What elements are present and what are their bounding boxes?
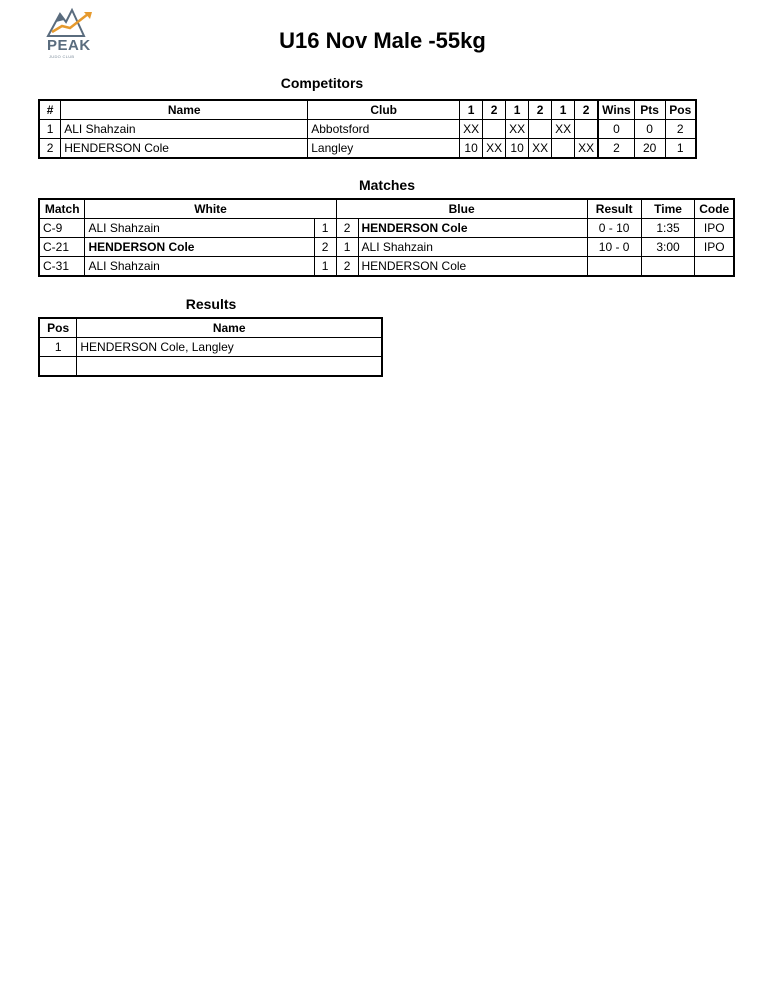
score-cell	[483, 120, 506, 139]
match-id: C-9	[39, 219, 85, 238]
score-cell: 10	[460, 139, 483, 159]
blue-player: HENDERSON Cole	[358, 219, 587, 238]
match-time: 1:35	[641, 219, 695, 238]
col-pos-header: Pos	[39, 318, 77, 338]
match-time: 3:00	[641, 238, 695, 257]
white-player-num: 2	[314, 238, 336, 257]
col-score-header: 2	[575, 100, 599, 120]
result-pos: 1	[39, 338, 77, 357]
white-player: ALI Shahzain	[85, 219, 314, 238]
score-cell: XX	[506, 120, 529, 139]
blue-player-num: 2	[336, 257, 358, 277]
col-name-header: Name	[77, 318, 382, 338]
matches-heading: Matches	[358, 177, 416, 193]
competitor-wins: 2	[598, 139, 634, 159]
match-id: C-21	[39, 238, 85, 257]
blue-player-num: 1	[336, 238, 358, 257]
col-name-header: Name	[61, 100, 308, 120]
competitor-pts: 0	[634, 120, 665, 139]
competitor-pts: 20	[634, 139, 665, 159]
competitor-num: 1	[39, 120, 61, 139]
score-cell: 10	[506, 139, 529, 159]
match-id: C-31	[39, 257, 85, 277]
matches-table	[38, 198, 735, 277]
competitor-name: HENDERSON Cole	[61, 139, 308, 159]
competitor-club: Abbotsford	[308, 120, 460, 139]
col-num-header: #	[39, 100, 61, 120]
match-code: IPO	[695, 238, 734, 257]
col-club-header: Club	[308, 100, 460, 120]
result-name: HENDERSON Cole, Langley	[77, 338, 382, 357]
score-cell	[529, 120, 552, 139]
competitor-club: Langley	[308, 139, 460, 159]
table-row	[39, 238, 734, 257]
col-wins-header: Wins	[598, 100, 634, 120]
col-score-header: 1	[506, 100, 529, 120]
competitors-header-row	[39, 100, 696, 120]
white-player-num: 1	[314, 219, 336, 238]
col-score-header: 1	[460, 100, 483, 120]
score-cell: XX	[552, 120, 575, 139]
white-player: HENDERSON Cole	[85, 238, 314, 257]
blue-player: ALI Shahzain	[358, 238, 587, 257]
result-pos	[39, 357, 77, 377]
results-header-row	[39, 318, 382, 338]
table-row	[39, 120, 696, 139]
col-pts-header: Pts	[634, 100, 665, 120]
score-cell	[552, 139, 575, 159]
blue-player-num: 2	[336, 219, 358, 238]
table-row	[39, 357, 382, 377]
table-row	[39, 139, 696, 159]
col-code-header: Code	[695, 199, 734, 219]
score-cell: XX	[575, 139, 599, 159]
results-heading: Results	[185, 296, 237, 312]
competitor-pos: 2	[665, 120, 696, 139]
competitor-num: 2	[39, 139, 61, 159]
score-cell: XX	[460, 120, 483, 139]
col-score-header: 1	[552, 100, 575, 120]
col-result-header: Result	[587, 199, 641, 219]
competitors-table	[38, 99, 697, 159]
white-player-num: 1	[314, 257, 336, 277]
result-name	[77, 357, 382, 377]
white-player: ALI Shahzain	[85, 257, 314, 277]
page-title: U16 Nov Male -55kg	[279, 28, 486, 53]
col-score-header: 2	[529, 100, 552, 120]
match-result: 10 - 0	[587, 238, 641, 257]
logo-subtitle: JUDO CLUB	[49, 54, 75, 59]
col-white-header: White	[85, 199, 336, 219]
competitor-wins: 0	[598, 120, 634, 139]
col-score-header: 2	[483, 100, 506, 120]
match-time	[641, 257, 695, 277]
table-row	[39, 257, 734, 277]
score-cell	[575, 120, 599, 139]
match-code	[695, 257, 734, 277]
logo-wordmark: PEAK	[47, 37, 91, 54]
col-match-header: Match	[39, 199, 85, 219]
score-cell: XX	[529, 139, 552, 159]
results-table	[38, 317, 383, 377]
competitors-heading: Competitors	[280, 75, 364, 91]
col-pos-header: Pos	[665, 100, 696, 120]
match-result: 0 - 10	[587, 219, 641, 238]
blue-player: HENDERSON Cole	[358, 257, 587, 277]
table-row	[39, 338, 382, 357]
match-result	[587, 257, 641, 277]
score-cell: XX	[483, 139, 506, 159]
table-row	[39, 219, 734, 238]
competitor-pos: 1	[665, 139, 696, 159]
matches-header-row	[39, 199, 734, 219]
col-blue-header: Blue	[336, 199, 587, 219]
match-code: IPO	[695, 219, 734, 238]
col-time-header: Time	[641, 199, 695, 219]
competitor-name: ALI Shahzain	[61, 120, 308, 139]
